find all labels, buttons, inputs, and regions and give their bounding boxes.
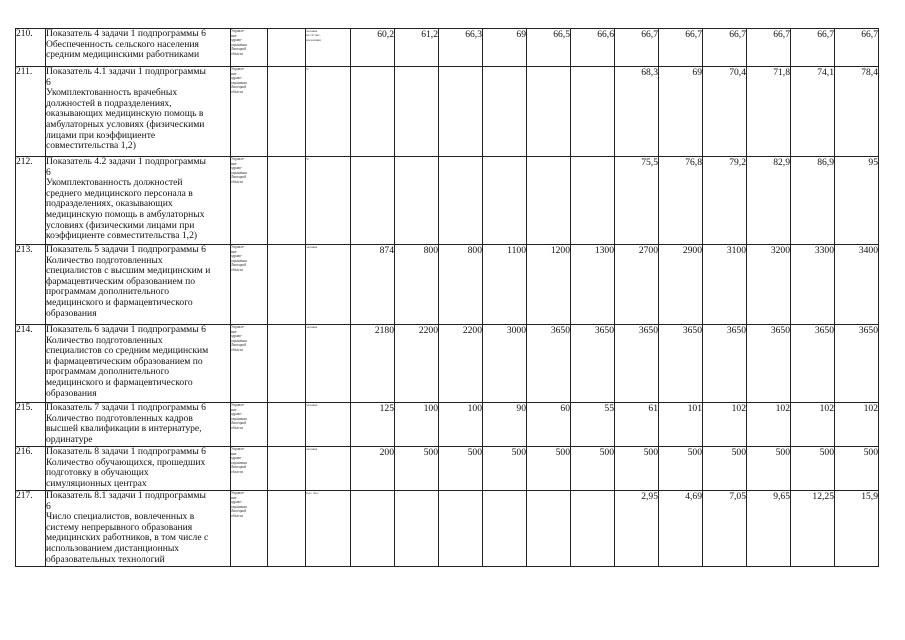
responsible-line: Липецкой — [231, 343, 247, 348]
value-cell: 82,9 — [747, 157, 791, 245]
value-cell: 60,2 — [351, 29, 395, 67]
responsible-line: здраво- — [231, 456, 243, 461]
value-cell: 2900 — [659, 245, 703, 325]
value-cell: 102 — [791, 403, 835, 447]
indicator-name-line: Показатель 8.1 задачи 1 подпрограммы — [46, 490, 206, 501]
responsible-line: ние — [231, 33, 237, 38]
responsible-line: области — [231, 51, 244, 56]
responsible-line: Управле- — [231, 325, 245, 329]
value-cell: 2700 — [615, 245, 659, 325]
indicator-name-line: Показатель 7 задачи 1 подпрограммы 6 — [46, 402, 206, 413]
value-cell: 2200 — [395, 325, 439, 403]
value-cell: 200 — [351, 447, 395, 491]
responsible-line: Управле- — [231, 29, 245, 33]
value-cell: 500 — [703, 447, 747, 491]
value-cell: 66,3 — [439, 29, 483, 67]
value-cell: 1200 — [527, 245, 571, 325]
value-cell: 60 — [527, 403, 571, 447]
unit-line: человек — [306, 447, 318, 451]
indicator-name-line: Укомплектованность должностей — [46, 177, 183, 189]
indicator-name-line: подготовку в обучающих — [46, 467, 149, 479]
value-cell — [351, 157, 395, 245]
unit-of-measure — [306, 447, 351, 491]
responsible-executor — [231, 157, 268, 245]
unit-line: % — [306, 67, 309, 71]
value-cell: 7,05 — [703, 491, 747, 567]
unit-line: % — [306, 157, 309, 161]
empty-cell — [268, 325, 306, 403]
value-cell: 61 — [615, 403, 659, 447]
value-cell — [439, 67, 483, 157]
value-cell: 55 — [571, 403, 615, 447]
value-cell: 500 — [615, 447, 659, 491]
responsible-line: области — [231, 89, 244, 94]
value-cell: 3650 — [527, 325, 571, 403]
value-cell: 90 — [483, 403, 527, 447]
value-cell: 66,7 — [835, 29, 879, 67]
value-cell: 66,5 — [527, 29, 571, 67]
unit-of-measure — [306, 157, 351, 245]
responsible-line: Липецкой — [231, 509, 247, 514]
value-cell: 2,95 — [615, 491, 659, 567]
empty-cell — [268, 491, 306, 567]
responsible-line: охранения — [231, 504, 247, 509]
indicator-name-line: амбулаторных условиях (физическими — [46, 118, 205, 130]
indicator-name — [46, 325, 231, 403]
indicator-name-line: специалистов с высшим медицинским и — [46, 265, 211, 277]
table-row — [16, 491, 905, 567]
responsible-line: Управле- — [231, 403, 245, 407]
value-cell: 800 — [395, 245, 439, 325]
table-row — [16, 29, 905, 67]
responsible-line: охранения — [231, 258, 247, 263]
indicator-name-line: средним медицинскими работниками — [46, 49, 200, 61]
row-number: 217. — [16, 491, 46, 567]
responsible-line: охранения — [231, 416, 247, 421]
indicator-name-line: Количество подготовленных — [46, 254, 163, 266]
indicator-name-line: программам дополнительного — [46, 366, 170, 378]
row-number: 212. — [16, 157, 46, 245]
indicator-name — [46, 67, 231, 157]
responsible-line: здраво- — [231, 76, 243, 81]
value-cell: 2180 — [351, 325, 395, 403]
unit-line: тыс. чел. — [306, 491, 319, 495]
report-sheet — [15, 28, 889, 567]
table-body — [16, 29, 905, 567]
row-number: 215. — [16, 403, 46, 447]
responsible-line: здраво- — [231, 500, 243, 505]
indicator-name — [46, 447, 231, 491]
indicator-name-line: 6 — [46, 500, 51, 512]
indicator-name-line: Показатель 5 задачи 1 подпрограммы 6 — [46, 244, 206, 255]
indicator-name-line: коэффициенте совместительства 1,2) — [46, 230, 198, 242]
responsible-line: ние — [231, 451, 237, 456]
value-cell: 9,65 — [747, 491, 791, 567]
value-cell — [439, 491, 483, 567]
unit-of-measure — [306, 29, 351, 67]
empty-cell — [268, 447, 306, 491]
value-cell: 66,7 — [703, 29, 747, 67]
unit-of-measure — [306, 403, 351, 447]
value-cell: 101 — [659, 403, 703, 447]
value-cell — [439, 157, 483, 245]
indicator-name-line: Показатель 4.1 задачи 1 подпрограммы — [46, 66, 206, 77]
responsible-line: охранения — [231, 170, 247, 175]
responsible-executor — [231, 67, 268, 157]
value-cell: 874 — [351, 245, 395, 325]
value-cell: 125 — [351, 403, 395, 447]
responsible-line: ние — [231, 161, 237, 166]
value-cell — [483, 67, 527, 157]
value-cell — [395, 491, 439, 567]
value-cell: 1100 — [483, 245, 527, 325]
value-cell: 15,9 — [835, 491, 879, 567]
indicator-name-line: медицинского и фармацевтического — [46, 376, 193, 388]
value-cell: 3650 — [791, 325, 835, 403]
value-cell: 70,4 — [703, 67, 747, 157]
indicator-name-line: симуляционных центрах — [46, 477, 147, 489]
indicator-name-line: условиях (физическими лицами при — [46, 219, 195, 231]
responsible-line: здраво- — [231, 412, 243, 417]
unit-of-measure — [306, 245, 351, 325]
value-cell: 69 — [659, 67, 703, 157]
value-cell: 102 — [703, 403, 747, 447]
indicator-name-line: подразделениях, оказывающих — [46, 198, 173, 210]
value-cell: 3400 — [835, 245, 879, 325]
value-cell: 3200 — [747, 245, 791, 325]
value-cell: 68,3 — [615, 67, 659, 157]
indicator-name-line: медицинскую помощь в амбулаторных — [46, 208, 205, 220]
responsible-line: ние — [231, 407, 237, 412]
responsible-line: ние — [231, 495, 237, 500]
indicator-name-line: ординатуре — [46, 433, 93, 445]
indicator-name-line: и фармацевтическим образованием по — [46, 355, 203, 367]
indicator-name-line: Показатель 8 задачи 1 подпрограммы 6 — [46, 446, 206, 457]
indicator-name-line: Показатель 4.2 задачи 1 подпрограммы — [46, 156, 206, 167]
table-row — [16, 325, 905, 403]
value-cell — [483, 157, 527, 245]
responsible-line: охранения — [231, 80, 247, 85]
empty-cell — [268, 29, 306, 67]
indicator-name — [46, 403, 231, 447]
value-cell: 100 — [439, 403, 483, 447]
value-cell: 66,7 — [747, 29, 791, 67]
table-row — [16, 157, 905, 245]
responsible-executor — [231, 245, 268, 325]
responsible-line: здраво- — [231, 38, 243, 43]
table-row — [16, 403, 905, 447]
table-row — [16, 447, 905, 491]
indicator-name — [46, 29, 231, 67]
value-cell: 78,4 — [835, 67, 879, 157]
value-cell — [527, 491, 571, 567]
value-cell — [571, 157, 615, 245]
indicator-name-line: среднего медицинского персонала в — [46, 187, 193, 199]
row-number: 214. — [16, 325, 46, 403]
responsible-executor — [231, 29, 268, 67]
unit-of-measure — [306, 491, 351, 567]
value-cell: 4,69 — [659, 491, 703, 567]
value-cell: 102 — [747, 403, 791, 447]
unit-of-measure — [306, 325, 351, 403]
indicator-name-line: Количество обучающихся, прошедших — [46, 456, 206, 468]
responsible-line: ние — [231, 71, 237, 76]
row-number: 216. — [16, 447, 46, 491]
unit-of-measure — [306, 67, 351, 157]
value-cell: 1300 — [571, 245, 615, 325]
responsible-line: Управле- — [231, 491, 245, 495]
responsible-line: Управле- — [231, 447, 245, 451]
indicator-name-line: Укомплектованность врачебных — [46, 87, 178, 99]
responsible-line: Липецкой — [231, 85, 247, 90]
value-cell: 86,9 — [791, 157, 835, 245]
responsible-line: ние — [231, 329, 237, 334]
indicator-name-line: образовательных технологий — [46, 553, 165, 565]
responsible-line: Липецкой — [231, 175, 247, 180]
empty-cell — [268, 245, 306, 325]
responsible-line: здраво- — [231, 254, 243, 259]
value-cell — [351, 67, 395, 157]
responsible-line: Липецкой — [231, 263, 247, 268]
row-number: 210. — [16, 29, 46, 67]
value-cell: 61,2 — [395, 29, 439, 67]
value-cell: 100 — [395, 403, 439, 447]
value-cell — [571, 491, 615, 567]
indicator-name-line: образования — [46, 387, 97, 399]
responsible-line: охранения — [231, 338, 247, 343]
unit-line: человек — [306, 325, 318, 329]
responsible-line: области — [231, 469, 244, 474]
responsible-line: области — [231, 347, 244, 352]
value-cell — [351, 491, 395, 567]
value-cell — [527, 157, 571, 245]
indicator-name-line: Обеспеченность сельского населения — [46, 38, 199, 50]
indicator-name-line: лицами при коэффициенте — [46, 129, 156, 141]
indicator-name — [46, 245, 231, 325]
indicator-name-line: Число специалистов, вовлеченных в — [46, 511, 195, 523]
indicator-name-line: программам дополнительного — [46, 286, 170, 298]
indicator-name-line: медицинского и фармацевтического — [46, 296, 193, 308]
value-cell — [483, 491, 527, 567]
value-cell: 3650 — [615, 325, 659, 403]
unit-line: населения — [306, 37, 321, 42]
indicator-name-line: Количество подготовленных кадров — [46, 412, 193, 424]
unit-line: на 10 тыс. — [306, 33, 321, 38]
table-row — [16, 245, 905, 325]
value-cell — [527, 67, 571, 157]
value-cell: 500 — [791, 447, 835, 491]
indicator-name — [46, 157, 231, 245]
value-cell: 66,6 — [571, 29, 615, 67]
unit-line: человек — [306, 403, 318, 407]
indicator-name-line: 6 — [46, 166, 51, 178]
indicator-name-line: 6 — [46, 76, 51, 88]
responsible-executor — [231, 325, 268, 403]
value-cell: 95 — [835, 157, 879, 245]
empty-cell — [268, 403, 306, 447]
value-cell: 66,7 — [791, 29, 835, 67]
value-cell: 76,8 — [659, 157, 703, 245]
indicator-name-line: систему непрерывного образования — [46, 521, 193, 533]
value-cell: 75,5 — [615, 157, 659, 245]
responsible-line: области — [231, 179, 244, 184]
value-cell: 66,7 — [615, 29, 659, 67]
value-cell: 2200 — [439, 325, 483, 403]
value-cell: 500 — [659, 447, 703, 491]
value-cell: 3650 — [703, 325, 747, 403]
empty-cell — [268, 157, 306, 245]
responsible-line: ние — [231, 249, 237, 254]
value-cell: 500 — [483, 447, 527, 491]
value-cell: 66,7 — [659, 29, 703, 67]
responsible-line: охранения — [231, 460, 247, 465]
responsible-line: здраво- — [231, 334, 243, 339]
responsible-line: Управле- — [231, 67, 245, 71]
responsible-line: области — [231, 425, 244, 430]
value-cell: 500 — [571, 447, 615, 491]
value-cell: 3650 — [571, 325, 615, 403]
row-number: 213. — [16, 245, 46, 325]
value-cell: 69 — [483, 29, 527, 67]
unit-line: человек — [306, 245, 318, 249]
value-cell — [571, 67, 615, 157]
value-cell: 500 — [395, 447, 439, 491]
responsible-line: области — [231, 267, 244, 272]
responsible-executor — [231, 403, 268, 447]
value-cell: 3650 — [835, 325, 879, 403]
indicator-name-line: Количество подготовленных — [46, 334, 163, 346]
table-row — [16, 67, 905, 157]
responsible-line: области — [231, 513, 244, 518]
indicator-name-line: фармацевтическим образованием по — [46, 275, 196, 287]
value-cell: 3650 — [659, 325, 703, 403]
value-cell: 3100 — [703, 245, 747, 325]
indicator-name-line: Показатель 6 задачи 1 подпрограммы 6 — [46, 324, 206, 335]
indicator-name-line: использованием дистанционных — [46, 542, 180, 554]
responsible-line: Липецкой — [231, 421, 247, 426]
value-cell — [395, 157, 439, 245]
value-cell: 800 — [439, 245, 483, 325]
responsible-executor — [231, 491, 268, 567]
responsible-line: Управле- — [231, 245, 245, 249]
value-cell: 3000 — [483, 325, 527, 403]
responsible-line: Липецкой — [231, 465, 247, 470]
indicator-name-line: оказывающих медицинскую помощь в — [46, 108, 204, 120]
value-cell: 12,25 — [791, 491, 835, 567]
indicator-name-line: образования — [46, 307, 97, 319]
indicator-name-line: высшей квалификации в интернатуре, — [46, 423, 202, 435]
value-cell: 102 — [835, 403, 879, 447]
unit-line: человек — [306, 29, 318, 33]
indicator-name — [46, 491, 231, 567]
value-cell: 3650 — [747, 325, 791, 403]
responsible-line: охранения — [231, 42, 247, 47]
value-cell: 3300 — [791, 245, 835, 325]
empty-cell — [268, 67, 306, 157]
indicator-name-line: должностей в подразделениях, — [46, 97, 172, 109]
value-cell: 500 — [439, 447, 483, 491]
value-cell: 74,1 — [791, 67, 835, 157]
value-cell: 500 — [747, 447, 791, 491]
responsible-executor — [231, 447, 268, 491]
value-cell: 71,8 — [747, 67, 791, 157]
row-number: 211. — [16, 67, 46, 157]
responsible-line: здраво- — [231, 166, 243, 171]
value-cell: 500 — [527, 447, 571, 491]
responsible-line: Липецкой — [231, 47, 247, 52]
indicator-name-line: Показатель 4 задачи 1 подпрограммы 6 — [46, 28, 206, 39]
indicator-table — [15, 28, 905, 567]
indicator-name-line: специалистов со средним медицинским — [46, 345, 209, 357]
responsible-line: Управле- — [231, 157, 245, 161]
indicator-name-line: совместительства 1,2) — [46, 140, 136, 152]
indicator-name-line: медицинских работников, в том числе с — [46, 532, 209, 544]
value-cell: 500 — [835, 447, 879, 491]
value-cell — [395, 67, 439, 157]
value-cell: 79,2 — [703, 157, 747, 245]
